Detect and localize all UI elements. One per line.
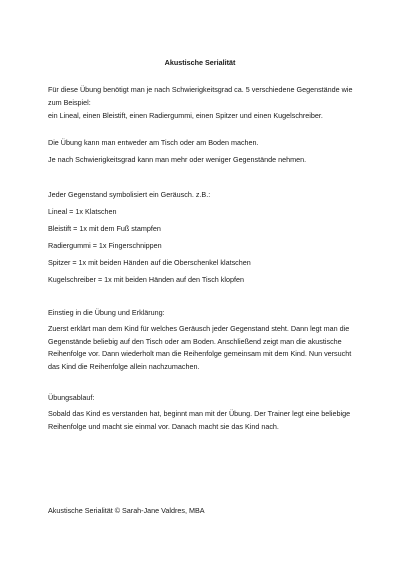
intro-paragraph-2: ein Lineal, einen Bleistift, einen Radiergummi, einen Spitzer und einen Kugelschreiber.: [48, 111, 323, 120]
sound-item-spitzer: Spitzer = 1x mit beiden Händen auf die Oberschenkel klatschen: [48, 258, 251, 267]
sound-item-kugelschreiber: Kugelschreiber = 1x mit beiden Händen auf den Tisch klopfen: [48, 275, 244, 284]
intro-paragraph-3: Die Übung kann man entweder am Tisch oder am Boden machen.: [48, 138, 259, 147]
page-title: Akustische Serialität: [164, 58, 236, 67]
introduction-text: Zuerst erklärt man dem Kind für welches Geräusch jeder Gegenstand steht. Dann legt man die Gegenstände beliebig auf den Tisch oder am Boden. Anschließend zeigt man die akustische Reihenfolge vor. Dann wiederholt man die Reihenfolge gemeinsam mit dem Kind. Nun versucht das Kind die Reihenfolge allein nachzumachen.: [48, 324, 352, 371]
sound-item-radiergummi: Radiergummi = 1x Fingerschnippen: [48, 241, 162, 250]
introduction-heading: Einstieg in die Übung und Erklärung:: [48, 308, 165, 317]
intro-paragraph-4: Je nach Schwierigkeitsgrad kann man mehr oder weniger Gegenstände nehmen.: [48, 155, 307, 164]
sound-item-bleistift: Bleistift = 1x mit dem Fuß stampfen: [48, 224, 161, 233]
page-footer: Akustische Serialität © Sarah-Jane Valdres, MBA: [48, 506, 205, 515]
intro-paragraph-1: Für diese Übung benötigt man je nach Schwierigkeitsgrad ca. 5 verschiedene Gegenstände wie zum Beispiel:: [48, 85, 353, 107]
procedure-text: Sobald das Kind es verstanden hat, beginnt man mit der Übung. Der Trainer legt eine beliebige Reihenfolge und macht sie einmal vor. Danach macht sie das Kind nach.: [48, 409, 351, 431]
sound-item-lineal: Lineal = 1x Klatschen: [48, 207, 117, 216]
sounds-heading: Jeder Gegenstand symbolisiert ein Geräusch. z.B.:: [48, 190, 211, 199]
procedure-heading: Übungsablauf:: [48, 393, 95, 402]
